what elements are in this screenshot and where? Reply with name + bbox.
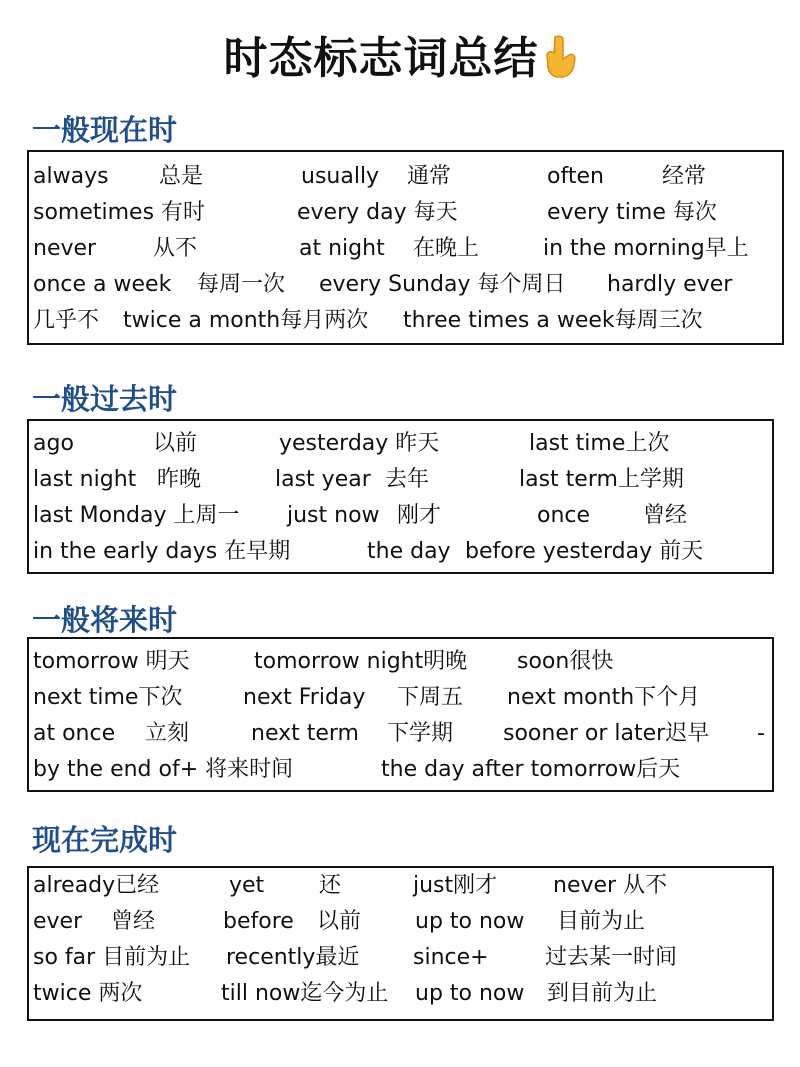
section-heading-future-simple: 一般将来时 — [32, 603, 178, 637]
table-row — [29, 231, 782, 267]
table-row — [29, 940, 772, 976]
word-cell: last year — [275, 467, 371, 492]
table-row — [29, 303, 782, 339]
word-cell: the day — [367, 539, 451, 564]
word-cell: 曾经 — [111, 909, 156, 934]
word-cell: once — [537, 503, 591, 528]
word-cell: every time 每次 — [547, 200, 717, 225]
table-row — [29, 904, 772, 940]
word-cell: next time下次 — [33, 685, 183, 710]
present-perfect-box — [27, 866, 774, 1021]
page-title — [0, 22, 800, 86]
word-cell: recently最近 — [226, 945, 360, 970]
word-cell: often — [547, 164, 604, 189]
table-row — [29, 426, 772, 462]
word-cell: last night — [33, 467, 137, 492]
word-cell: last term上学期 — [519, 467, 684, 492]
word-cell: 到目前为止 — [547, 981, 658, 1006]
word-cell: once a week — [33, 272, 172, 297]
word-cell: soon很快 — [517, 649, 614, 674]
table-row — [29, 680, 772, 716]
past-simple-box — [27, 419, 774, 574]
word-cell: never — [33, 236, 97, 261]
word-cell: 过去某一时间 — [545, 945, 678, 970]
table-row — [29, 868, 772, 904]
word-cell: tomorrow 明天 — [33, 649, 190, 674]
word-cell: next month下个月 — [507, 685, 701, 710]
word-cell: - — [757, 721, 765, 746]
word-cell: next Friday — [243, 685, 366, 710]
word-cell: every Sunday 每个周日 — [319, 272, 566, 297]
section-heading-past-simple: 一般过去时 — [32, 382, 178, 416]
table-row — [29, 534, 772, 570]
future-simple-box — [27, 637, 774, 792]
word-cell: 每周一次 — [197, 272, 286, 297]
word-cell: twice a month每月两次 — [123, 308, 369, 333]
word-cell: 在晚上 — [413, 236, 480, 261]
word-cell: in the early days 在早期 — [33, 539, 291, 564]
word-cell: 经常 — [662, 164, 707, 189]
word-cell: just刚才 — [413, 873, 498, 898]
word-cell: by the end of+ 将来时间 — [33, 757, 294, 782]
table-row — [29, 195, 782, 231]
section-heading-present-simple: 一般现在时 — [32, 113, 178, 147]
table-row — [29, 498, 772, 534]
word-cell: at once — [33, 721, 116, 746]
word-cell: in the morning早上 — [543, 236, 749, 261]
table-row — [29, 159, 782, 195]
word-cell: 下学期 — [387, 721, 454, 746]
word-cell: tomorrow night明晚 — [254, 649, 468, 674]
pointing-down-hand-icon — [543, 35, 577, 79]
word-cell: at night — [299, 236, 385, 261]
word-cell: 昨晚 — [157, 467, 202, 492]
word-cell: 从不 — [153, 236, 198, 261]
table-row — [29, 976, 772, 1012]
word-cell: twice 两次 — [33, 981, 143, 1006]
present-simple-box — [27, 150, 784, 345]
table-row — [29, 716, 772, 752]
word-cell: 以前 — [317, 909, 362, 934]
word-cell: always — [33, 164, 109, 189]
word-cell: usually — [301, 164, 380, 189]
word-cell: since+ — [413, 945, 489, 970]
word-cell: 下周五 — [397, 685, 464, 710]
word-cell: 曾经 — [643, 503, 688, 528]
word-cell: up to now — [415, 981, 525, 1006]
word-cell: every day 每天 — [297, 200, 458, 225]
word-cell: 以前 — [153, 431, 198, 456]
word-cell: till now迄今为止 — [221, 981, 389, 1006]
table-row — [29, 752, 772, 788]
word-cell: last Monday 上周一 — [33, 503, 240, 528]
word-cell: 立刻 — [145, 721, 190, 746]
word-cell: sooner or later迟早 — [503, 721, 710, 746]
word-cell: sometimes 有时 — [33, 200, 206, 225]
word-cell: 去年 — [385, 467, 430, 492]
word-cell: 总是 — [159, 164, 204, 189]
word-cell: 还 — [319, 873, 342, 898]
word-cell: so far 目前为止 — [33, 945, 191, 970]
word-cell: the day after tomorrow后天 — [381, 757, 681, 782]
word-cell: 几乎不 — [33, 308, 100, 333]
word-cell: last time上次 — [529, 431, 670, 456]
word-cell: before yesterday 前天 — [465, 539, 704, 564]
word-cell: three times a week每周三次 — [403, 308, 703, 333]
word-cell: 刚才 — [397, 503, 442, 528]
word-cell: ago — [33, 431, 74, 456]
word-cell: never 从不 — [553, 873, 668, 898]
table-row — [29, 267, 782, 303]
word-cell: next term — [251, 721, 359, 746]
page-title-text: 时态标志词总结 — [223, 33, 539, 84]
word-cell: 目前为止 — [557, 909, 646, 934]
word-cell: before — [223, 909, 294, 934]
word-cell: ever — [33, 909, 83, 934]
word-cell: up to now — [415, 909, 525, 934]
section-heading-present-perfect: 现在完成时 — [32, 823, 178, 857]
word-cell: hardly ever — [607, 272, 733, 297]
word-cell: 通常 — [407, 164, 452, 189]
word-cell: already已经 — [33, 873, 160, 898]
table-row — [29, 462, 772, 498]
word-cell: yesterday 昨天 — [279, 431, 440, 456]
word-cell: just now — [287, 503, 380, 528]
word-cell: yet — [229, 873, 265, 898]
table-row — [29, 644, 772, 680]
